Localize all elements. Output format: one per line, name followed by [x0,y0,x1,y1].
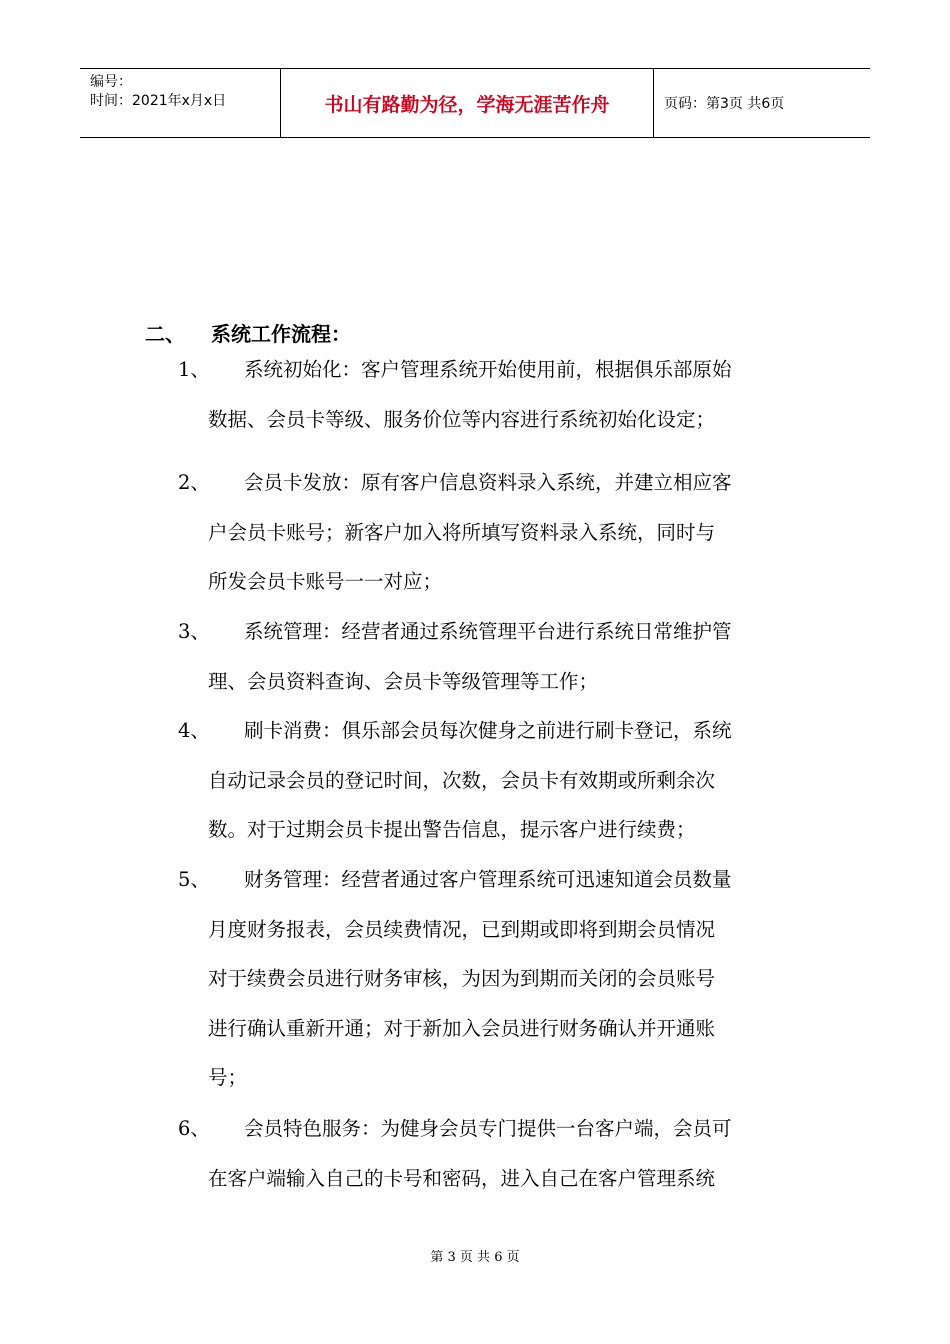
page-header [80,68,870,138]
item-text: 户会员卡账号；新客户加入将所填写资料录入系统，同时与 [208,520,716,544]
item-text: 会员特色服务：为健身会员专门提供一台客户端，会员可 [244,1117,732,1140]
item-text: 在客户端输入自己的卡号和密码，进入自己在客户管理系统 [208,1166,716,1190]
list-item [178,355,828,454]
list-item [178,1114,828,1213]
item-text: 所发会员卡账号一一对应； [208,570,443,594]
item-text: 进行确认重新开通；对于新加入会员进行财务确认并开通账 [208,1016,716,1040]
header-date-label: 时间：2021年x月x日 [90,93,227,109]
item-text: 对于续费会员进行财务审核，为因为到期而关闭的会员账号 [208,967,716,991]
item-text: 刷卡消费：俱乐部会员每次健身之前进行刷卡登记，系统 [244,719,732,742]
item-number: 3、 [178,620,210,643]
item-text: 系统初始化：客户管理系统开始使用前，根据俱乐部原始 [244,358,732,381]
header-page-info: 页码：第3页 共6页 [664,96,785,112]
item-text: 自动记录会员的登记时间，次数，会员卡有效期或所剩余次 [208,768,716,792]
item-number: 2、 [178,471,210,494]
item-text: 系统管理：经营者通过系统管理平台进行系统日常维护管 [244,620,732,643]
item-number: 4、 [178,719,210,742]
item-text: 数据、会员卡等级、服务价位等内容进行系统初始化设定； [208,407,716,431]
item-text: 月度财务报表，会员续费情况，已到期或即将到期会员情况 [208,917,716,941]
item-number: 6、 [178,1117,210,1140]
header-number-label: 编号： [90,74,132,90]
header-meta [80,69,281,137]
item-number: 1、 [178,358,210,381]
header-motto: 书山有路勤为径，学海无涯苦作舟 [281,69,654,137]
item-text: 理、会员资料查询、会员卡等级管理等工作； [208,669,599,693]
item-text: 会员卡发放：原有客户信息资料录入系统，并建立相应客 [244,471,732,494]
section-number: 二、 [145,322,185,346]
list-item [178,468,828,617]
page-footer: 第 3 页 共 6 页 [430,1250,520,1265]
section-heading [145,318,351,347]
list-item [178,865,828,1113]
item-text: 号； [208,1066,248,1090]
list-item [178,617,828,716]
list-item [178,716,828,865]
item-text: 数。对于过期会员卡提出警告信息，提示客户进行续费； [208,818,696,842]
item-number: 5、 [178,868,210,891]
section-title: 系统工作流程： [211,322,351,346]
item-text: 财务管理：经营者通过客户管理系统可迅速知道会员数量 [244,868,732,891]
